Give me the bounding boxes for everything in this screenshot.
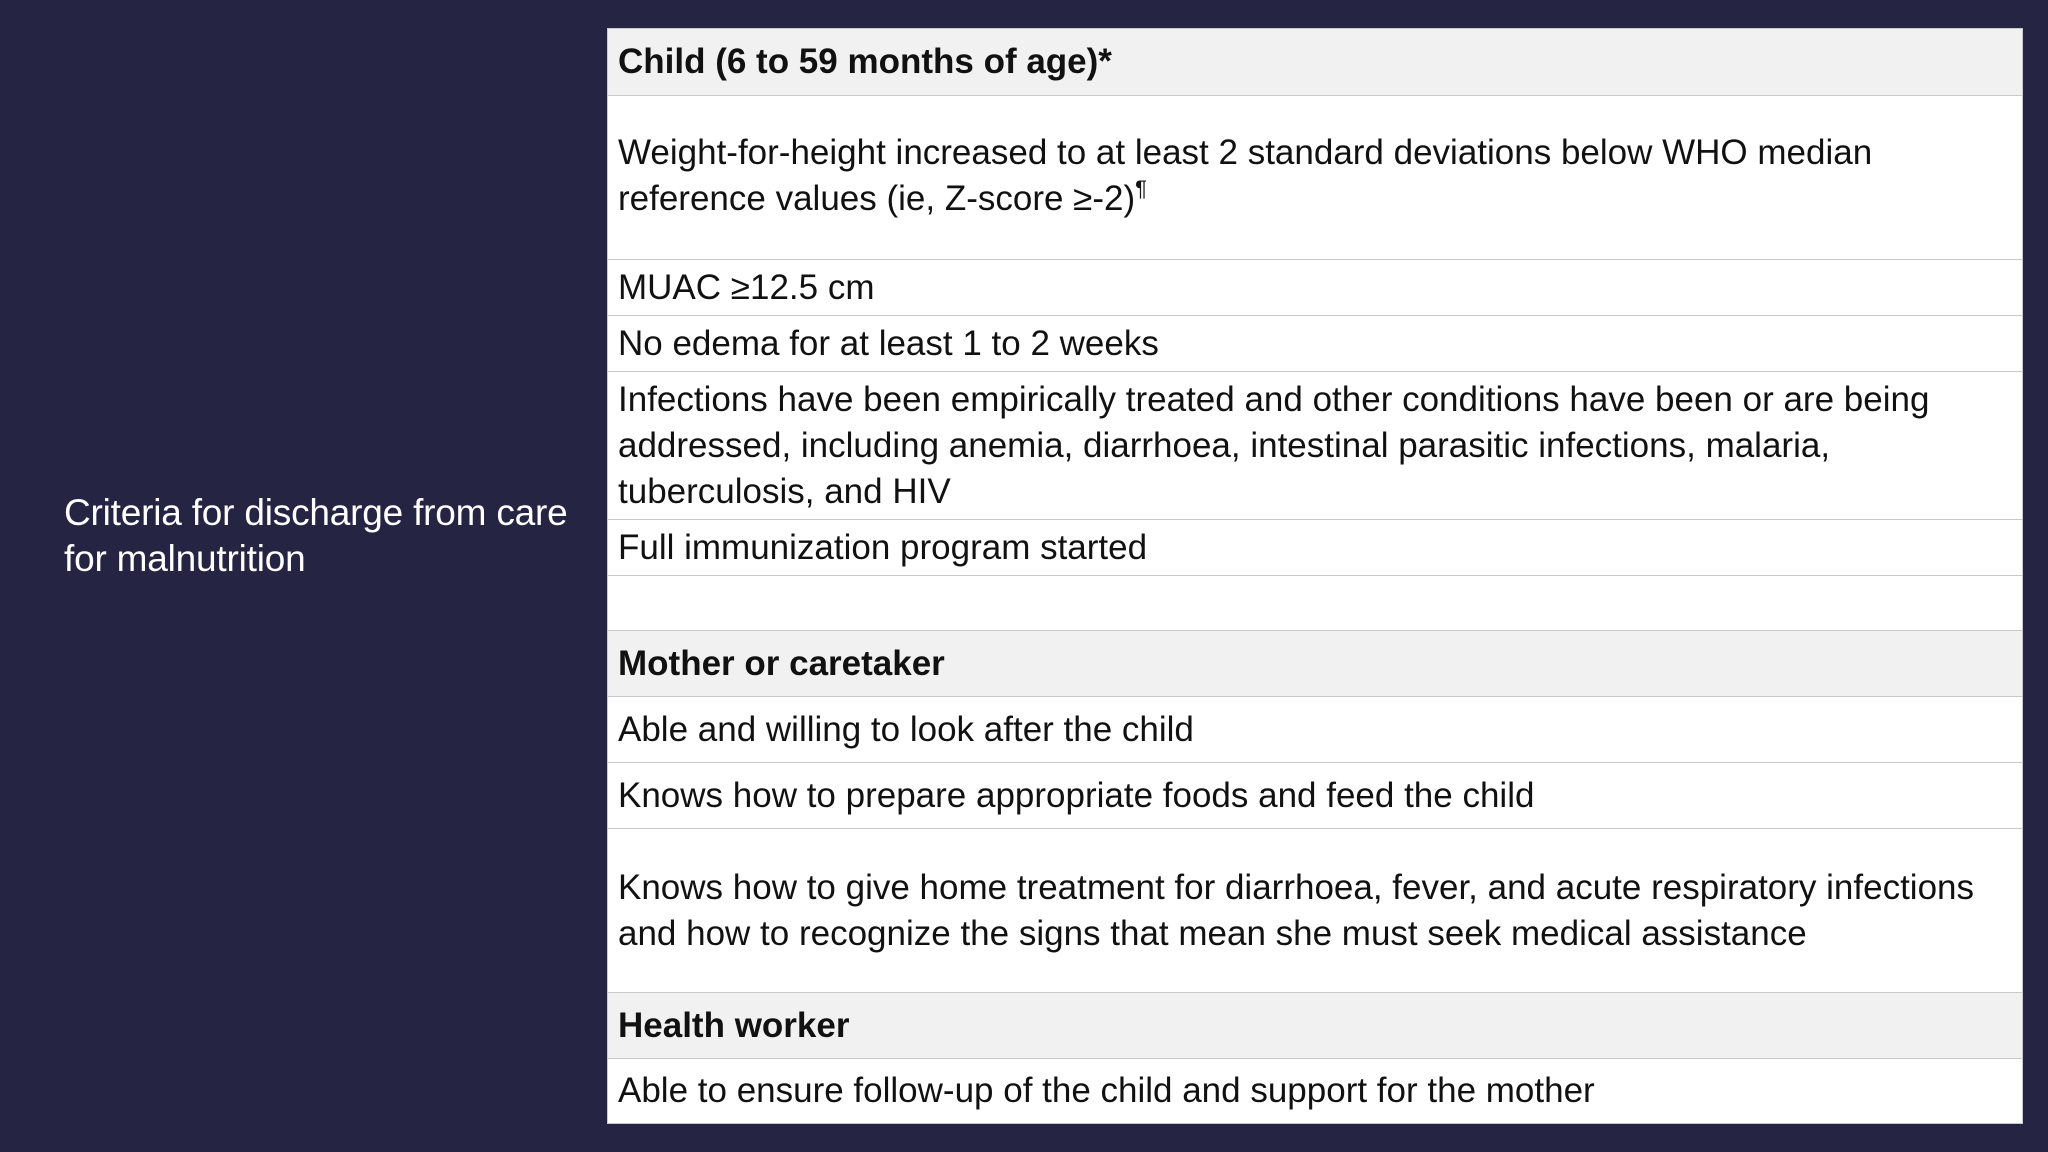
section-header-label: Mother or caretaker — [618, 643, 945, 683]
table-row-empty — [608, 576, 2022, 631]
criterion-text: Knows how to prepare appropriate foods and feed the child — [618, 775, 1535, 815]
table-row — [608, 260, 2022, 316]
criterion-text: Knows how to give home treatment for diarrhoea, fever, and acute respiratory infections and how to recognize the signs that mean she must seek medical assistance — [618, 867, 1974, 953]
table-row — [608, 697, 2022, 763]
table-row — [608, 316, 2022, 372]
criterion-text: Able and willing to look after the child — [618, 709, 1194, 749]
criterion-text: Weight-for-height increased to at least 2 standard deviations below WHO median reference values (ie, Z-score ≥-2)¶ — [618, 132, 1873, 218]
section-header-label: Health worker — [618, 1005, 850, 1045]
table-row — [608, 829, 2022, 993]
table-row — [608, 372, 2022, 520]
table-row — [608, 1059, 2022, 1122]
criterion-text: Able to ensure follow-up of the child and support for the mother — [618, 1070, 1595, 1110]
section-header-label: Child (6 to 59 months of age)* — [618, 42, 1112, 81]
criterion-text: Infections have been empirically treated and other conditions have been or are being addressed, including anemia, diarrhoea, intestinal parasitic infections, malaria, tuberculosis, and HIV — [618, 379, 1930, 511]
footnote-mark: ¶ — [1135, 175, 1147, 201]
table-row — [608, 96, 2022, 260]
criterion-text: No edema for at least 1 to 2 weeks — [618, 323, 1159, 363]
section-header-child — [608, 29, 2022, 96]
section-header-mother — [608, 631, 2022, 697]
criterion-text: Full immunization program started — [618, 527, 1148, 567]
table-row — [608, 763, 2022, 829]
table-row — [608, 520, 2022, 576]
discharge-criteria-table — [607, 28, 2023, 1124]
criterion-text: MUAC ≥12.5 cm — [618, 267, 875, 307]
criteria-title: Criteria for discharge from care for malnutrition — [64, 492, 568, 579]
section-header-health-worker — [608, 993, 2022, 1059]
